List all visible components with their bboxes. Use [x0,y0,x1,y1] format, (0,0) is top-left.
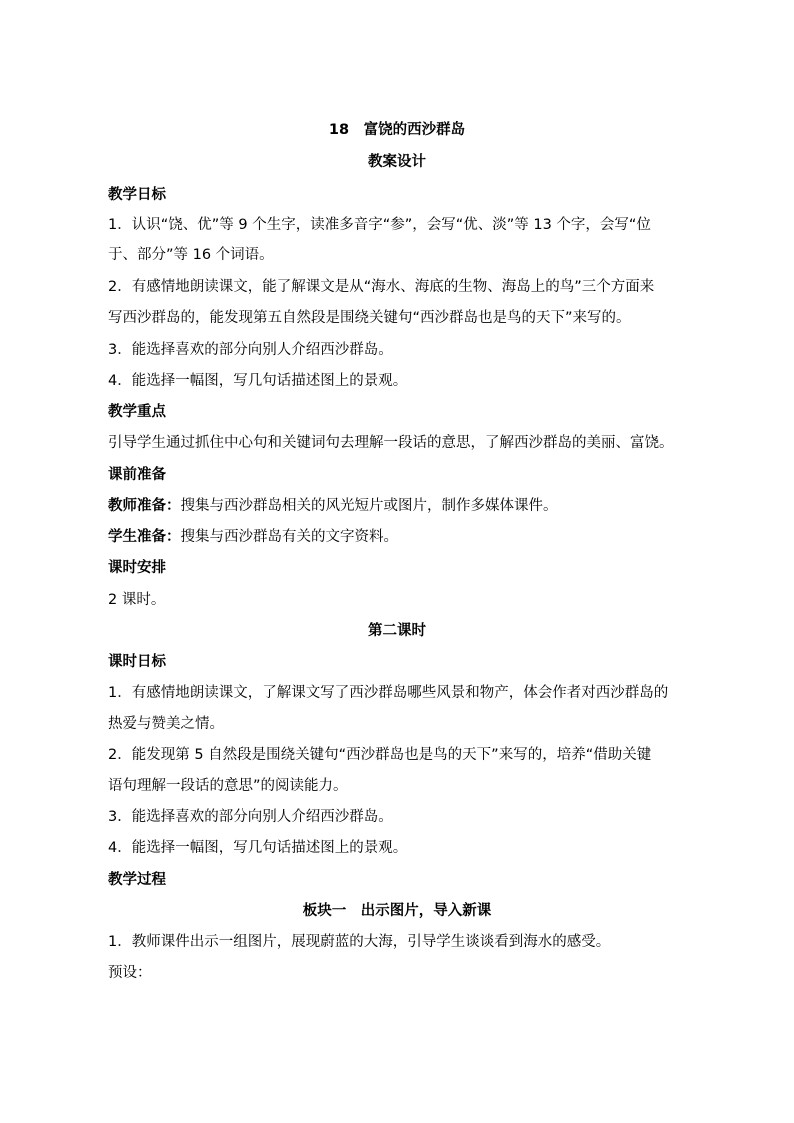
lesson-subtitle: 教案设计 [368,154,426,170]
heading-teaching-process: 教学过程 [108,872,166,888]
lesson-title: 18 富饶的西沙群岛 [328,122,466,138]
heading-teaching-focus: 教学重点 [108,404,166,420]
process-paragraph: 1．教师课件出示一组图片，展现蔚蓝的大海，引导学生谈谈看到海水的感受。 [108,934,611,950]
teacher-preparation-text: 搜集与西沙群岛相关的风光短片或图片，制作多媒体课件。 [180,498,558,514]
lesson-two-heading: 第二课时 [368,623,426,639]
goal-line: 3．能选择喜欢的部分向别人介绍西沙群岛。 [108,342,393,358]
schedule-text: 2 课时。 [108,592,166,608]
lesson-goal-line: 4．能选择一幅图，写几句话描述图上的景观。 [108,840,408,856]
process-preset: 预设： [108,965,152,981]
student-preparation-label: 学生准备： [108,529,181,545]
heading-lesson-goals: 课时日标 [108,654,166,670]
focus-text: 引导学生通过抓住中心句和关键词句去理解一段话的意思，了解西沙群岛的美丽、富饶。 [108,435,674,451]
student-preparation-text: 搜集与西沙群岛有关的文字资料。 [180,529,398,545]
teacher-preparation [108,496,728,516]
student-preparation [108,527,728,547]
goal-line: 写西沙群岛的，能发现第五自然段是围绕关键句“西沙群岛也是鸟的天下”来写的。 [108,310,631,326]
section-one-heading: 板块一 出示图片，导入新课 [302,903,492,919]
teacher-preparation-label: 教师准备： [108,498,181,514]
lesson-goal-line: 热爱与赞美之情。 [108,716,224,732]
goal-line: 4．能选择一幅图，写几句话描述图上的景观。 [108,373,408,389]
heading-teaching-goals: 教学日标 [108,187,166,203]
goal-line: 2．有感情地朗读课文，能了解课文是从“海水、海底的生物、海岛上的鸟”三个方面来 [108,279,655,295]
heading-preparation: 课前准备 [108,467,166,483]
goal-line: 于、部分”等 16 个词语。 [108,247,274,263]
lesson-goal-line: 语句理解一段话的意思”的阅读能力。 [108,778,348,794]
goal-line: 1．认识“饶、优”等 9 个生字，读准多音字“参”，会写“优、淡”等 13 个字，会写“位 [108,217,651,233]
lesson-goal-line: 2．能发现第 5 自然段是围绕关键句“西沙群岛也是鸟的天下”来写的，培养“借助关键 [108,747,652,763]
heading-schedule: 课时安排 [108,560,166,576]
lesson-goal-line: 1．有感情地朗读课文，了解课文写了西沙群岛哪些风景和物产，体会作者对西沙群岛的 [108,685,669,701]
lesson-goal-line: 3．能选择喜欢的部分向别人介绍西沙群岛。 [108,809,393,825]
